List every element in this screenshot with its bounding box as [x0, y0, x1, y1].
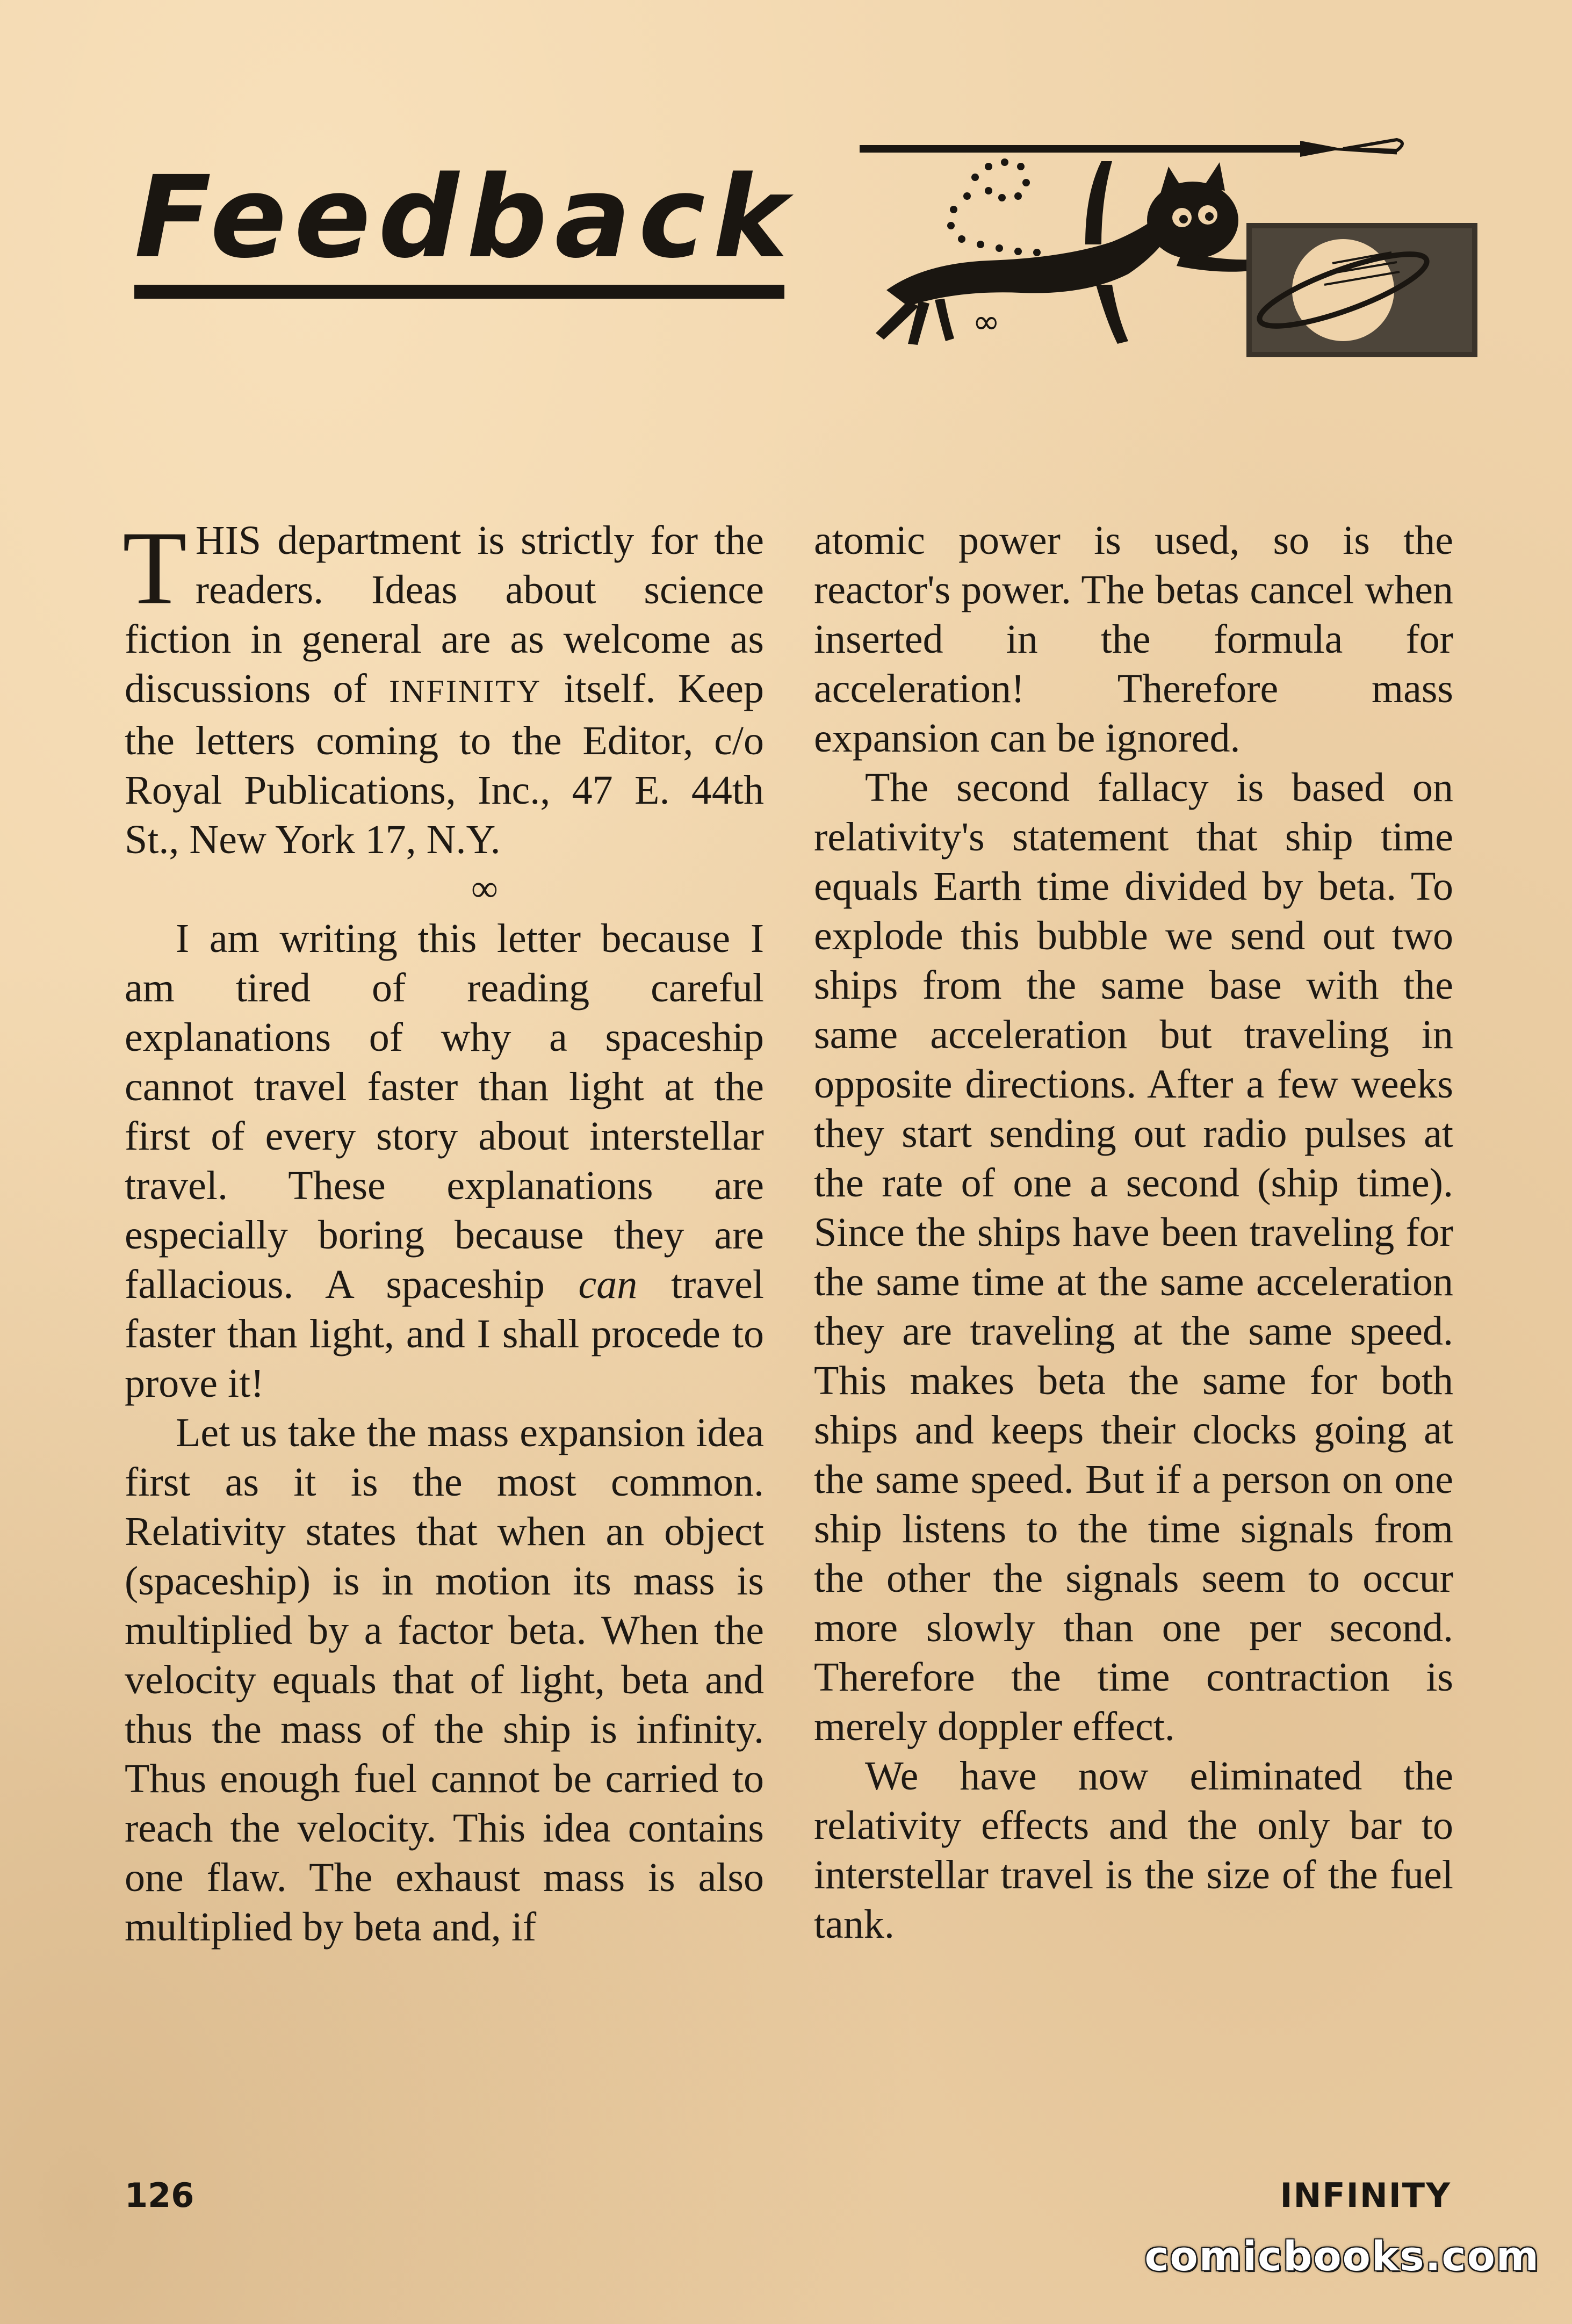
- right-column: [814, 516, 1453, 1949]
- page-title: Feedback: [134, 151, 796, 283]
- left-column: [122, 510, 764, 1952]
- letter-p1-emphasis: can: [578, 1262, 638, 1307]
- letter-paragraph-1: [125, 914, 764, 1408]
- intro-paragraph: [122, 510, 764, 864]
- letter-paragraph-2-continued: atomic power is used, so is the reactor's power. The betas cancel when inserted in the formula for acceleration! Therefore mass expansion can be ignored.: [814, 518, 1453, 761]
- cat-creature-icon: [876, 161, 1271, 345]
- letter-paragraph-2: Let us take the mass expansion idea first as it is the most common. Relativity states that when an object (spaceship) is in motion its mass is multiplied by a factor beta. When the velocity equals that of light, beta and thus the mass of the ship is infinity. Thus enough fuel cannot be carried to reach the velocity. This idea contains one flaw. The exhaust mass is also multiplied by beta and, if: [125, 1410, 764, 1950]
- letter-paragraph-4: We have now eliminated the relativity effects and the only bar to interstellar travel is the size of the fuel tank.: [814, 1753, 1453, 1947]
- page-number: 126: [125, 2176, 194, 2215]
- infinity-icon: ∞: [972, 302, 1000, 341]
- intro-text-part-a: HIS department is strictly for the readers. Ideas about science fiction in general are as welcome as discussions of: [125, 518, 764, 711]
- watermark-logo: comicbooks.com: [1144, 2232, 1540, 2280]
- letter-p1-text-b: travel faster than light, and I shall procede to prove it!: [125, 1262, 764, 1406]
- letter-paragraph-3: The second fallacy is based on relativity's statement that ship time equals Earth time divided by beta. To explode this bubble we send out two ships from the same base with the same acceleration but traveling in opposite directions. After a few weeks they start sending out radio pulses at the rate of one a second (ship time). Since the ships have been traveling for the same time at the same acceleration they are traveling at the same speed. This makes beta the same for both ships and keeps their clocks going at the same speed. But if a person on one ship listens to the time signals from the other the signals seem to occur more slowly than one per second. Therefore the time contraction is merely doppler effect.: [814, 765, 1453, 1749]
- intro-text-part-b: itself. Keep the letters coming to the Editor, c/o Royal Publications, Inc., 47 E. 44th St., New York 17, N.Y.: [125, 666, 764, 862]
- section-separator: ∞: [471, 868, 498, 910]
- dotted-tail: [947, 158, 1041, 256]
- magazine-name-smallcaps: INFINITY: [389, 674, 542, 709]
- running-title: INFINITY: [1280, 2176, 1451, 2215]
- drop-cap: T: [122, 510, 187, 626]
- title-underline: [134, 285, 784, 299]
- planet-icon: [1246, 223, 1477, 357]
- header-illustration: [860, 129, 1483, 365]
- pen-icon: [860, 140, 1402, 157]
- letter-p1-text-a: I am writing this letter because I am tired of reading careful explanations of why a spaceship cannot travel faster than light at the first of every story about interstellar travel. These explanations are especially boring because they are fallacious. A spaceship: [125, 916, 764, 1307]
